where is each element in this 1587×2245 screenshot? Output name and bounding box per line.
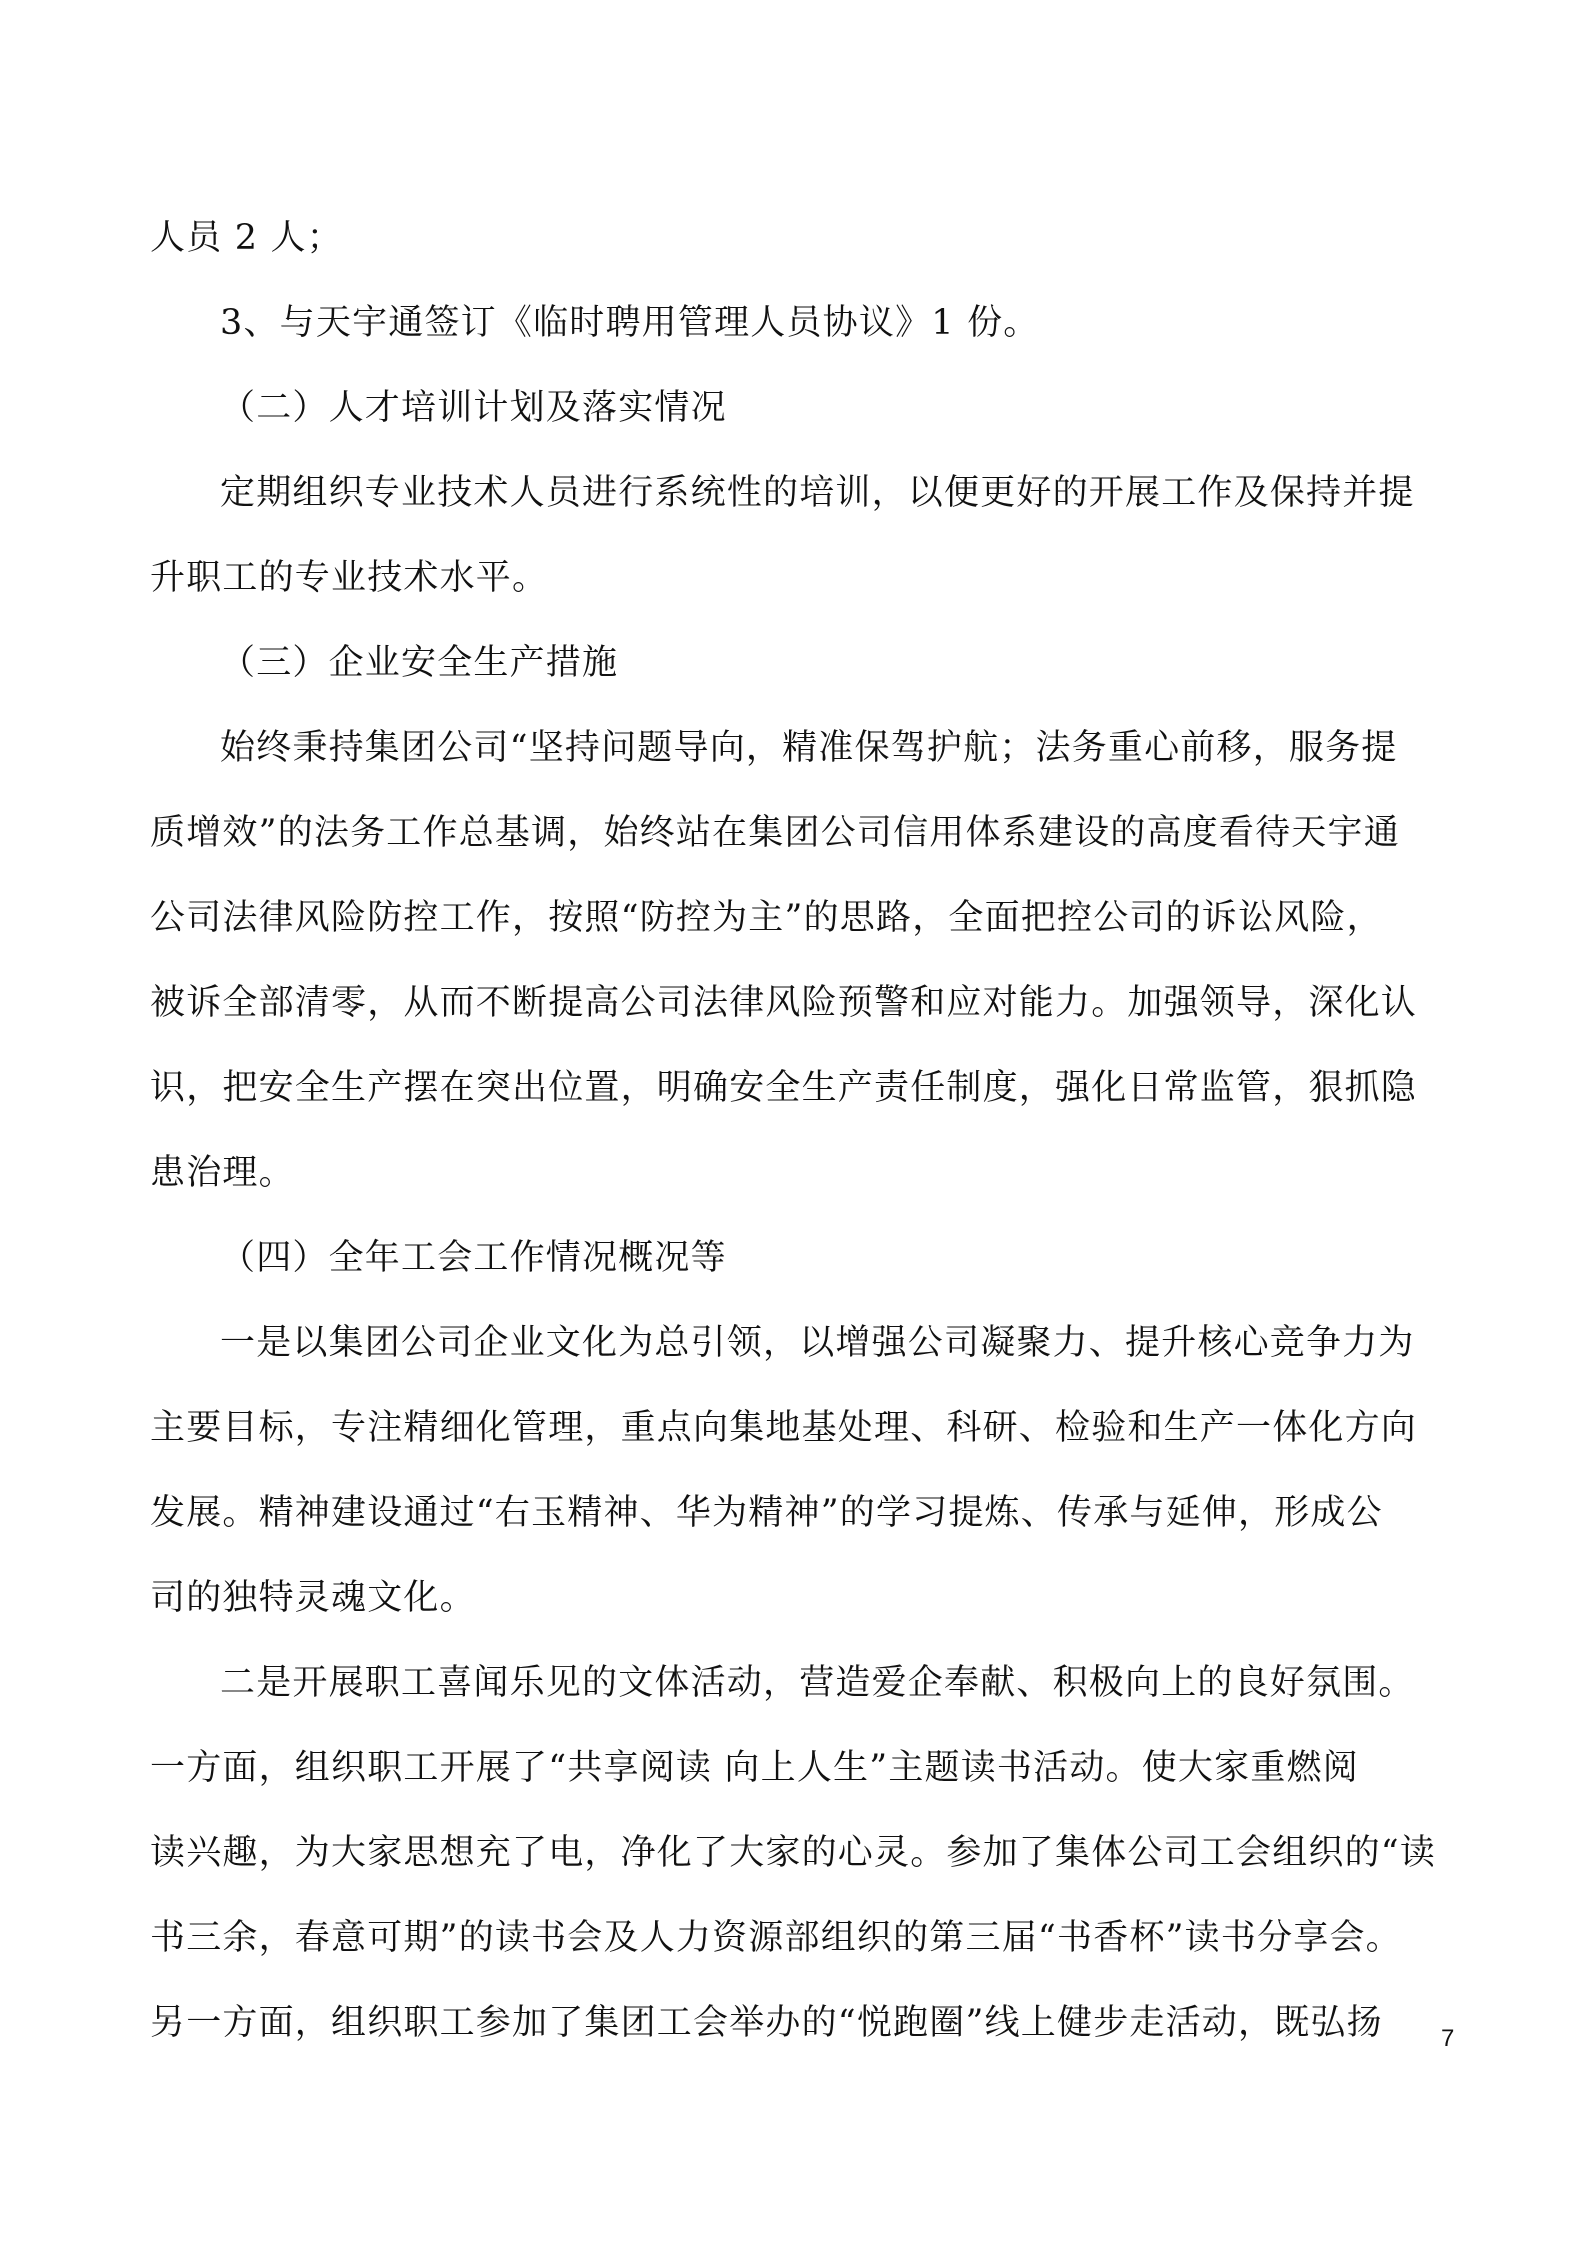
text-line: 被诉全部清零，从而不断提高公司法律风险预警和应对能力。加强领导，深化认 <box>150 983 1418 1023</box>
text-line: 升职工的专业技术水平。 <box>150 558 549 598</box>
section-heading: （二）人才培训计划及落实情况 <box>220 388 727 428</box>
text-line: 识，把安全生产摆在突出位置，明确安全生产责任制度，强化日常监管，狠抓隐 <box>150 1068 1418 1108</box>
text-line: 另一方面，组织职工参加了集团工会举办的“悦跑圈”线上健步走活动，既弘扬 <box>150 2003 1383 2043</box>
section-heading: （四）全年工会工作情况概况等 <box>220 1238 727 1278</box>
text-line: 一是以集团公司企业文化为总引领，以增强公司凝聚力、提升核心竞争力为 <box>220 1323 1415 1363</box>
text-line: 质增效”的法务工作总基调，始终站在集团公司信用体系建设的高度看待天宇通 <box>150 813 1400 853</box>
text-line: 司的独特灵魂文化。 <box>150 1578 476 1618</box>
section-heading: （三）企业安全生产措施 <box>220 643 619 683</box>
text-line: 定期组织专业技术人员进行系统性的培训，以便更好的开展工作及保持并提 <box>220 473 1415 513</box>
text-line: 一方面，组织职工开展了“共享阅读 向上人生”主题读书活动。使大家重燃阅 <box>150 1748 1359 1788</box>
text-line: 人员 2 人； <box>150 218 343 258</box>
text-line: 书三余，春意可期”的读书会及人力资源部组织的第三届“书香杯”读书分享会。 <box>150 1918 1402 1958</box>
text-line: 3、与天宇通签订《临时聘用管理人员协议》1 份。 <box>220 303 1040 343</box>
text-line: 始终秉持集团公司“坚持问题导向，精准保驾护航；法务重心前移，服务提 <box>220 728 1398 768</box>
text-line: 读兴趣，为大家思想充了电，净化了大家的心灵。参加了集体公司工会组织的“读 <box>150 1833 1437 1873</box>
page-number: 7 <box>1441 2025 1455 2052</box>
text-line: 患治理。 <box>150 1153 295 1193</box>
text-line: 公司法律风险防控工作，按照“防控为主”的思路，全面把控公司的诉讼风险， <box>150 898 1383 938</box>
text-line: 二是开展职工喜闻乐见的文体活动，营造爱企奉献、积极向上的良好氛围。 <box>220 1663 1415 1703</box>
text-line: 主要目标，专注精细化管理，重点向集地基处理、科研、检验和生产一体化方向 <box>150 1408 1418 1448</box>
text-line: 发展。精神建设通过“右玉精神、华为精神”的学习提炼、传承与延伸，形成公 <box>150 1493 1383 1533</box>
